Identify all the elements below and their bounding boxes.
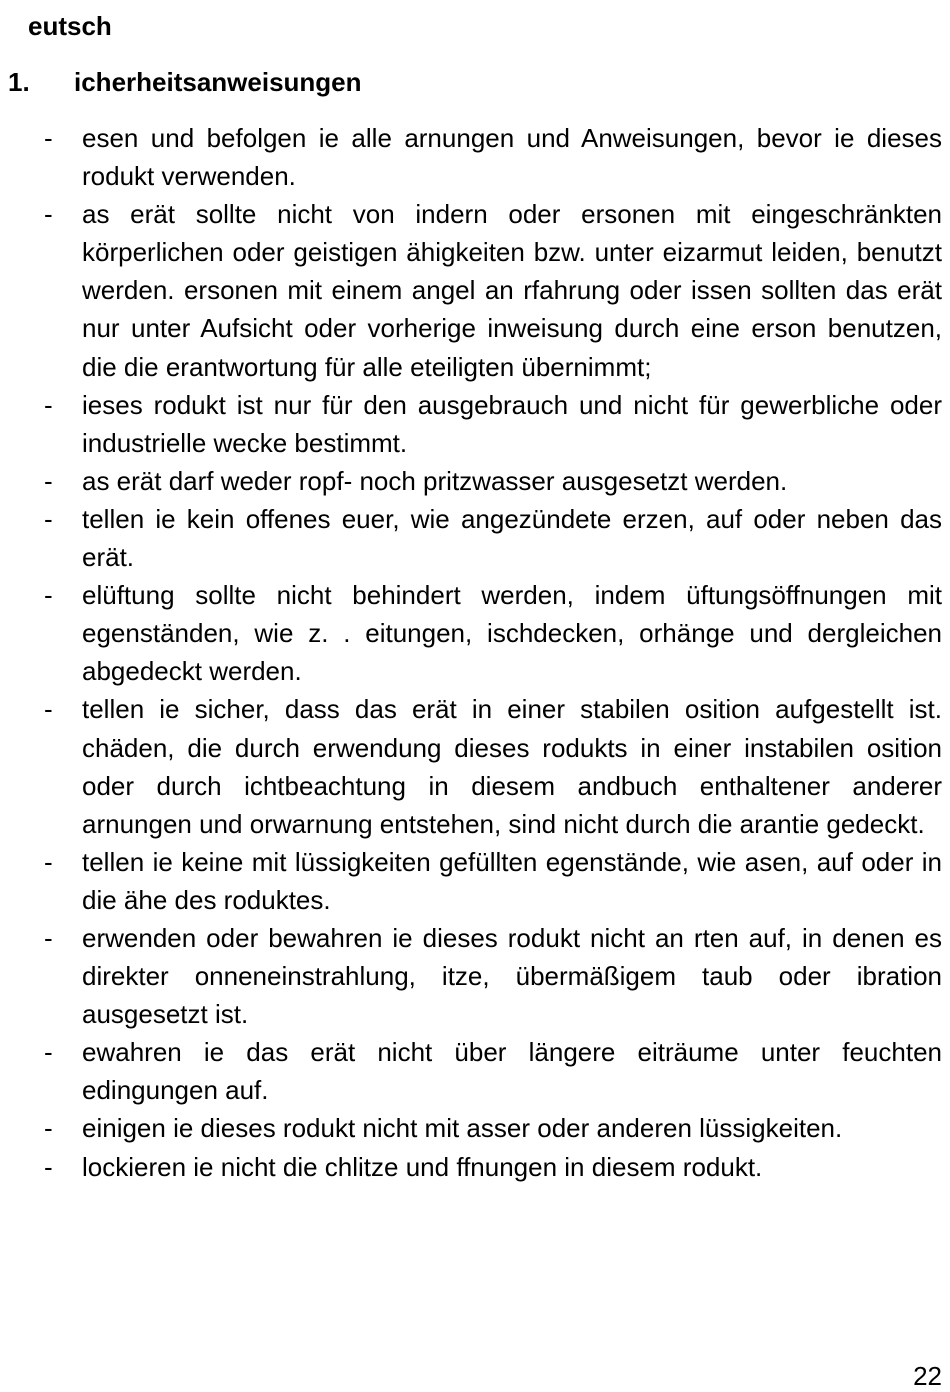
bullet-dash: -	[44, 503, 53, 534]
bullet-dash: -	[44, 199, 53, 230]
list-item	[0, 1033, 942, 1109]
list-item	[0, 386, 942, 462]
section-heading	[8, 66, 362, 98]
list-item	[0, 919, 942, 1033]
list-item-text: esen und befolgen ie alle arnungen und Anweisungen, bevor ie dieses rodukt verwenden.	[82, 123, 942, 192]
list-item-text: einigen ie dieses rodukt nicht mit asser oder anderen lüssigkeiten.	[82, 1113, 843, 1144]
list-item	[0, 1109, 942, 1147]
list-item-text: elüftung sollte nicht behindert werden, indem üftungsöffnungen mit egenständen, wie z. . eitungen, ischdecken, orhänge und dergleichen abgedeckt werden.	[82, 580, 942, 687]
list-item-text: lockieren ie nicht die chlitze und ffnungen in diesem rodukt.	[82, 1151, 763, 1182]
list-item	[0, 500, 942, 576]
list-item-text: tellen ie keine mit lüssigkeiten gefüllten egenstände, wie asen, auf oder in die ähe des roduktes.	[82, 846, 942, 915]
list-item-text: ieses rodukt ist nur für den ausgebrauch und nicht für gewerbliche oder industrielle wecke bestimmt.	[82, 389, 942, 458]
bullet-dash: -	[44, 580, 53, 611]
list-item-text: tellen ie kein offenes euer, wie angezündete erzen, auf oder neben das erät.	[82, 503, 942, 573]
bullet-dash: -	[44, 123, 53, 153]
list-item-text: as erät sollte nicht von indern oder ersonen mit eingeschränkten körperlichen oder geistigen ähigkeiten bzw. unter eizarmut leiden, benutzt werden. ersonen mit einem angel an rfahrung oder issen sollten das erät nur unter Aufsicht oder vorherige inweisung durch eine erson benutzen, die die erantwortung für alle eteiligten übernimmt;	[82, 199, 942, 382]
list-item	[0, 843, 942, 919]
bullet-dash: -	[44, 922, 53, 953]
list-item	[0, 462, 942, 500]
list-item	[0, 195, 942, 385]
page-number: 22	[913, 1361, 942, 1391]
bullet-dash: -	[44, 389, 53, 420]
bullet-dash: -	[44, 846, 53, 877]
list-item-text: as erät darf weder ropf- noch pritzwasser ausgesetzt werden.	[82, 465, 788, 496]
section-number: 1.	[8, 67, 30, 97]
list-item-text: ewahren ie das erät nicht über längere eiträume unter feuchten edingungen auf.	[82, 1037, 942, 1106]
bullet-dash: -	[44, 694, 53, 725]
bullet-dash: -	[44, 1151, 53, 1182]
safety-instructions-list	[0, 119, 950, 1186]
language-heading: eutsch	[28, 11, 112, 41]
section-title: icherheitsanweisungen	[74, 67, 362, 97]
bullet-dash: -	[44, 1113, 53, 1144]
list-item	[0, 576, 942, 690]
list-item-text: tellen ie sicher, dass das erät in einer stabilen osition aufgestellt ist. chäden, die durch erwendung dieses rodukts in einer instabilen osition oder durch ichtbeachtung in diesem andbuch enthaltener anderer arnungen und orwarnung entstehen, sind nicht durch die arantie gedeckt.	[82, 694, 942, 839]
list-item	[0, 690, 942, 842]
bullet-dash: -	[44, 1037, 53, 1068]
list-item	[0, 119, 942, 195]
list-item-text: erwenden oder bewahren ie dieses rodukt nicht an rten auf, in denen es direkter onneneinstrahlung, itze, übermäßigem taub oder ibration ausgesetzt ist.	[82, 922, 942, 1030]
list-item	[0, 1148, 942, 1186]
bullet-dash: -	[44, 465, 53, 496]
